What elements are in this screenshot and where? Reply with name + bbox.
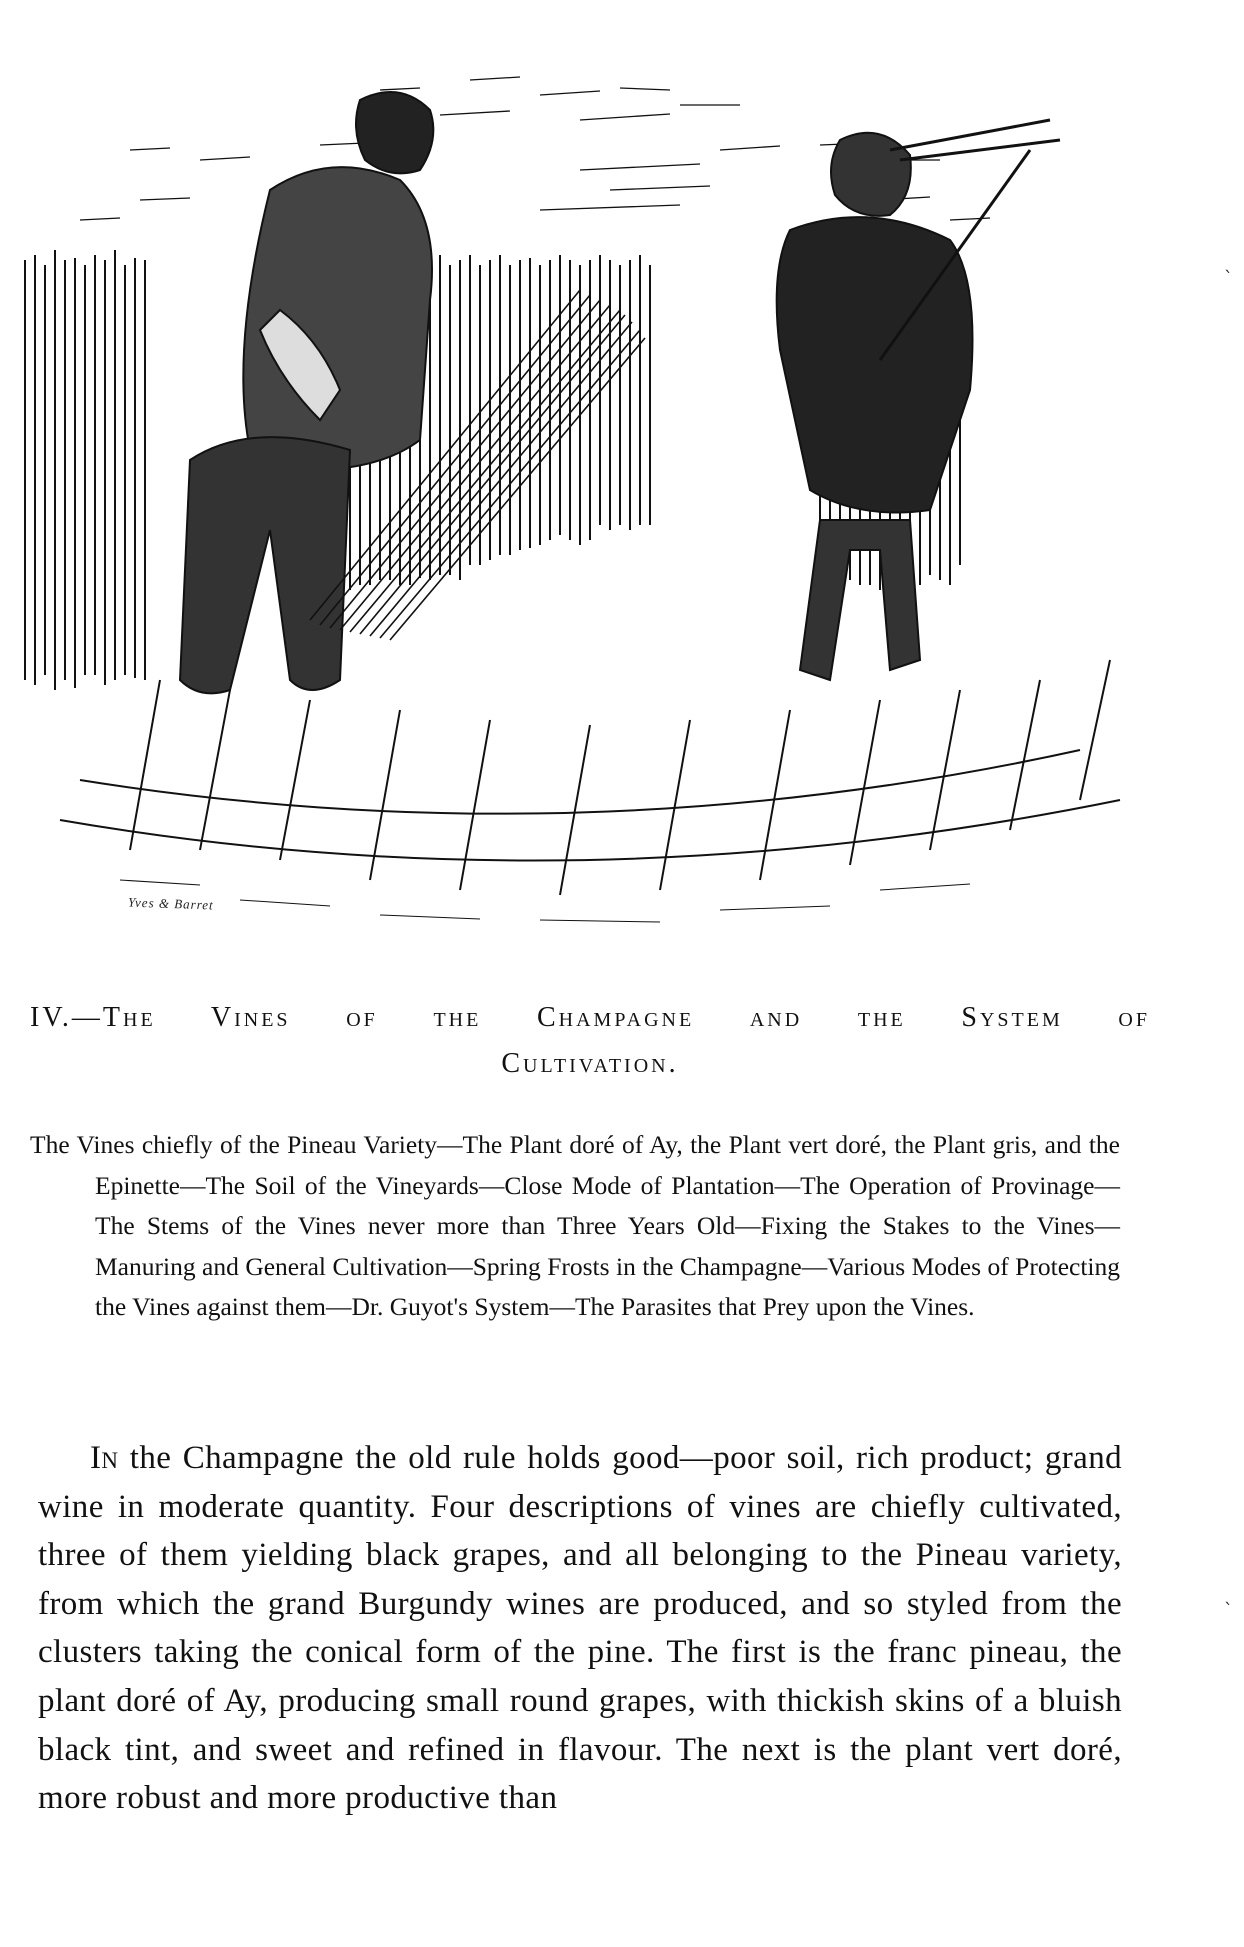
chapter-summary: The Vines chiefly of the Pineau Variety—The Plant doré of Ay, the Plant vert doré, the Plant gris, and the Epinette—The Soil of the Vineyards—Close Mode of Plantation—The Operation of Provinage—The Stems of the Vines never more than Three Years Old—Fixing the Stakes to the Vines—Manuring and General Cultivation—Spring Frosts in the Champagne—Various Modes of Protecting the Vines against them—Dr. Guyot's System—The Parasites that Prey upon the Vines. <box>30 1130 1120 1322</box>
margin-mark: ` <box>1224 1600 1233 1621</box>
margin-mark: ` <box>1224 268 1233 289</box>
ground-shading <box>120 880 970 922</box>
man-figure <box>180 92 433 693</box>
lead-in-word: In <box>90 1440 119 1476</box>
boy-figure <box>777 120 1060 680</box>
body-paragraph-text: the Champagne the old rule holds good—poor soil, rich product; grand wine in moderate quantity. Four descriptions of vines are chiefly cultivated, three of them yielding black grapes, and all belonging to the Pineau variety, from which the grand Burgundy wines are produced, and so styled from the clusters taking the conical form of the pine. The first is the franc pineau, the plant doré of Ay, producing small round grapes, with thickish skins of a bluish black tint, and sweet and refined in flavour. The next is the plant vert doré, more robust and more productive than <box>38 1440 1122 1817</box>
body-paragraph <box>38 1434 1122 1823</box>
chapter-heading <box>30 995 1150 1087</box>
engraver-signature: Yves & Barret <box>127 894 214 913</box>
vineyard-engraving <box>20 60 1170 930</box>
chapter-heading-line-2: Cultivation. <box>501 1048 679 1079</box>
ground-and-vine-stakes <box>60 660 1120 895</box>
chapter-heading-line-1: IV.—The Vines of the Champagne and the System of <box>30 1002 1150 1033</box>
